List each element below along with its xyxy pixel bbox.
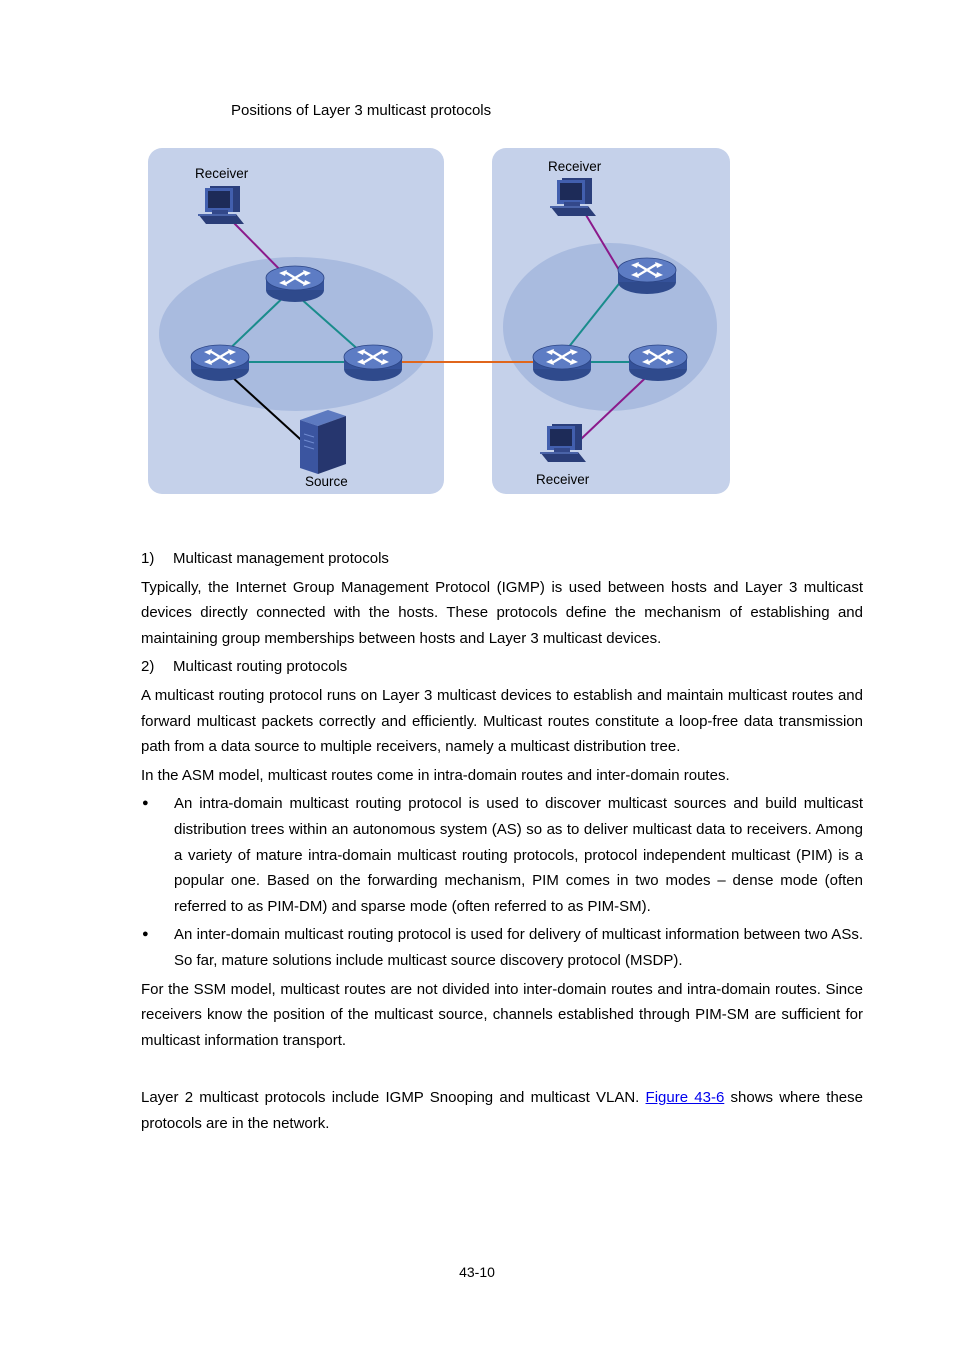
item-number: 2) [141, 658, 155, 676]
router-icon [629, 345, 687, 381]
paragraph-with-link [141, 1085, 863, 1136]
router-icon [533, 345, 591, 381]
source-server-icon [300, 410, 346, 474]
bullet-text: An intra-domain multicast routing protocol is used to discover multicast sources and build multicast distribution trees within an autonomous system (AS) so as to deliver multicast data to receivers. Among a variety of mature intra-domain multicast routing protocols, protocol independent multicast (PIM) is a popular one. Based on the forwarding mechanism, PIM comes in two modes – dense mode (often referred to as PIM-DM) and sparse mode (often referred to as PIM-SM). [174, 795, 863, 915]
figure-link[interactable]: Figure 43-6 [645, 1089, 725, 1107]
item-label: Multicast routing protocols [173, 658, 348, 676]
bullet-item [141, 922, 863, 973]
bullet-item [141, 791, 863, 919]
text-before-link: Layer 2 multicast protocols include IGMP Snooping and multicast VLAN. [141, 1089, 646, 1107]
router-icon [344, 345, 402, 381]
numbered-heading-2 [141, 654, 863, 680]
right-receiver-bottom-label: Receiver [536, 472, 590, 487]
router-icon [191, 345, 249, 381]
network-diagram [140, 140, 740, 505]
router-icon [266, 266, 324, 302]
paragraph: Typically, the Internet Group Management Protocol (IGMP) is used between hosts and Layer 3 multicast devices directly connected with the hosts. These protocols define the mechanism of establishing and maintaining group memberships between hosts and Layer 3 multicast devices. [141, 578, 863, 647]
page-number: 43-10 [459, 1264, 495, 1280]
source-label: Source [305, 474, 348, 489]
router-icon [618, 258, 676, 294]
bullet-icon: ● [142, 928, 149, 941]
item-number: 1) [141, 550, 155, 567]
bullet-icon: ● [142, 797, 149, 810]
bullet-text: An inter-domain multicast routing protocol is used for delivery of multicast information between two ASs. So far, mature solutions include multicast source discovery protocol (MSDP). [174, 926, 863, 969]
item-label: Multicast management protocols [173, 550, 389, 567]
left-receiver-label: Receiver [195, 166, 249, 181]
numbered-heading-1 [141, 546, 863, 572]
figure-caption: Positions of Layer 3 multicast protocols [231, 102, 492, 119]
body-text [141, 546, 863, 1139]
paragraph: For the SSM model, multicast routes are not divided into inter-domain routes and intra-domain routes. Since receivers know the position of the multicast source, channels established through PIM-SM are sufficient for multicast information transport. [141, 980, 863, 1049]
paragraph: In the ASM model, multicast routes come in intra-domain routes and inter-domain routes. [141, 766, 730, 784]
right-receiver-top-label: Receiver [548, 159, 602, 174]
paragraph: A multicast routing protocol runs on Layer 3 multicast devices to establish and maintain multicast routes and forward multicast packets correctly and efficiently. Multicast routes constitute a loop-free data transmission path from a data source to multiple receivers, namely a multicast distribution tree. [141, 686, 863, 756]
text-after-link: shows where these protocols are in the network. [141, 1089, 863, 1132]
